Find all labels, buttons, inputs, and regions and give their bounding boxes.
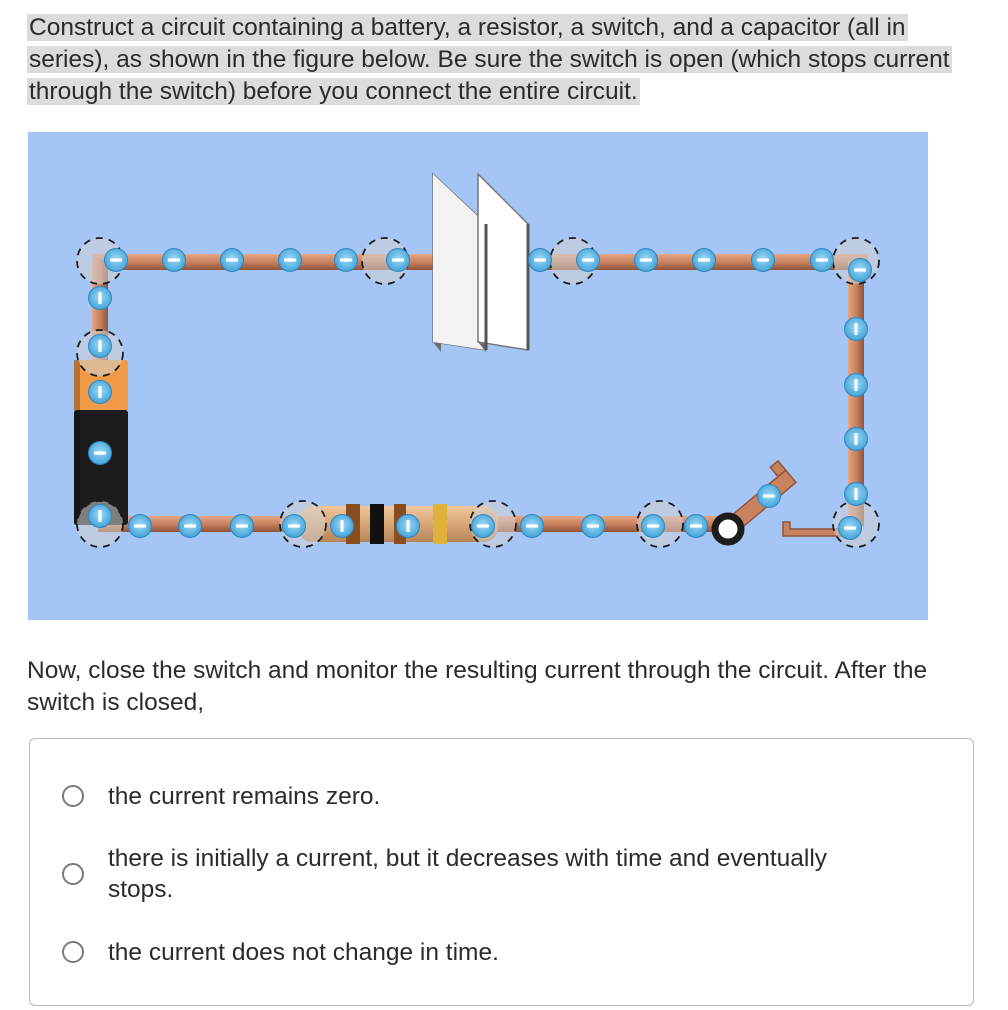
switch-pivot bbox=[715, 516, 741, 542]
radio-button-3[interactable] bbox=[62, 941, 84, 963]
choice-2-label[interactable]: there is initially a current, but it decreases with time and eventually stops. bbox=[108, 845, 828, 903]
radio-button-1[interactable] bbox=[62, 785, 84, 807]
choice-3[interactable] bbox=[60, 937, 890, 968]
circuit-figure bbox=[28, 132, 928, 620]
choice-2[interactable] bbox=[60, 843, 890, 905]
answer-choices bbox=[29, 738, 974, 1006]
choice-1[interactable] bbox=[60, 781, 890, 812]
instructions-text bbox=[27, 12, 972, 108]
question-prompt: Now, close the switch and monitor the resulting current through the circuit. After the switch is closed, bbox=[27, 657, 928, 716]
capacitor bbox=[433, 174, 528, 352]
instructions-highlight: Construct a circuit containing a battery, a resistor, a switch, and a capacitor (all in series), as shown in the figure below. Be sure the switch is open (which stops current through the switch) before you connect the entire circuit. bbox=[29, 14, 950, 105]
choice-3-label[interactable]: the current does not change in time. bbox=[108, 939, 499, 966]
radio-button-2[interactable] bbox=[62, 863, 84, 885]
choice-1-label[interactable]: the current remains zero. bbox=[108, 783, 381, 810]
